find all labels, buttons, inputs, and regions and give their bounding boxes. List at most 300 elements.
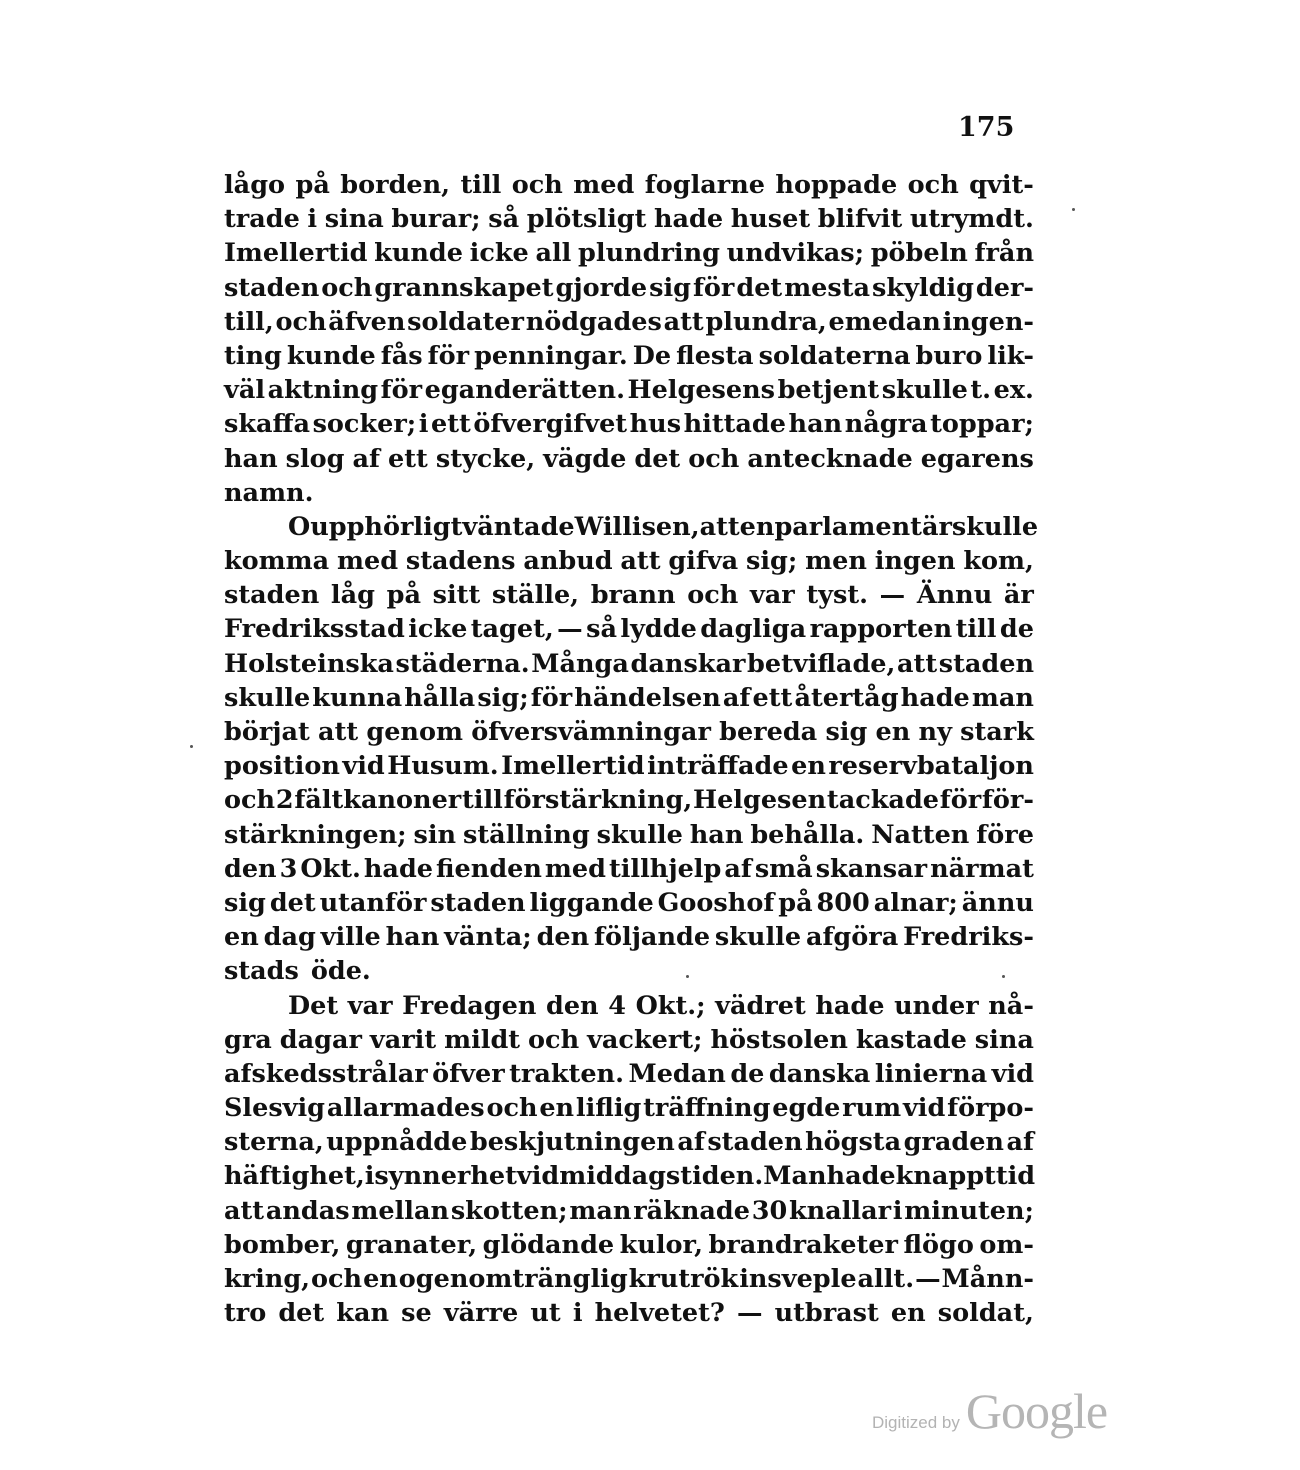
word: plundring (578, 238, 720, 269)
word: staden (707, 1127, 803, 1158)
word: små (754, 853, 813, 884)
word: af (1006, 1127, 1034, 1158)
word: han (788, 409, 843, 440)
word: vädret (715, 990, 806, 1021)
word: men (805, 546, 867, 577)
speck (1072, 208, 1075, 211)
word: plötsligt (526, 204, 647, 235)
word: öfversvämningar (471, 717, 711, 747)
word: soldater (407, 306, 524, 337)
text-line (224, 510, 1039, 544)
word: ting (224, 340, 282, 371)
word: utrymdt. (909, 204, 1034, 235)
word: bereda (719, 717, 818, 747)
word: staden (224, 272, 320, 303)
word: trade (224, 204, 300, 235)
word: afskedsstrålar (224, 1058, 428, 1089)
word: man (971, 682, 1034, 713)
word: taget, (470, 614, 554, 645)
word: sitt (432, 580, 481, 611)
word: om- (979, 1229, 1034, 1260)
word: i (892, 1195, 903, 1226)
word: skulle (714, 922, 802, 953)
word: hittade (683, 409, 786, 440)
word: Man (763, 1161, 827, 1192)
word: anbud (523, 546, 613, 577)
text-line (224, 1023, 1034, 1057)
word: glödande (482, 1229, 615, 1260)
word: de (730, 1058, 765, 1089)
word: trakten. (509, 1058, 624, 1089)
word: kastade (855, 1024, 967, 1055)
word: rapporten (809, 614, 953, 645)
word: alnar; (873, 887, 958, 918)
word: genom (366, 717, 463, 747)
word: några (844, 409, 928, 440)
word: Gooshof (657, 887, 775, 918)
word: insveple (739, 1264, 857, 1294)
word: häftighet, (224, 1161, 365, 1192)
word: räknade (633, 1195, 750, 1226)
word: staden (938, 648, 1034, 679)
word: hoppade (775, 170, 898, 200)
word: 3 (279, 853, 298, 884)
text-line (224, 578, 1034, 612)
text-line (224, 647, 1034, 681)
text-line (224, 373, 1034, 407)
word: Okt.; (635, 990, 706, 1021)
word: soldaterna (758, 340, 911, 371)
text-line (224, 442, 1034, 476)
word: Helgesen (692, 785, 827, 816)
text-line (224, 544, 1034, 578)
word: och (907, 170, 959, 200)
word: vid (342, 751, 385, 782)
word: antecknade (747, 443, 913, 474)
text-line (224, 818, 1034, 852)
word: att (224, 1195, 265, 1226)
word: Okt. (300, 853, 361, 884)
word: allt. (857, 1264, 915, 1294)
word: gifva (668, 546, 739, 577)
word: soldat, (937, 1298, 1034, 1329)
word: foglarne (644, 170, 765, 200)
word: gra (224, 1024, 272, 1055)
word: icke (408, 614, 468, 645)
word: graden (903, 1127, 1004, 1158)
word: en (890, 1298, 926, 1329)
word: isynnerhet (364, 1161, 517, 1192)
word: kunna (312, 682, 403, 713)
word: högsta (805, 1127, 902, 1158)
word: mesta (784, 272, 871, 303)
word: hade (826, 1161, 896, 1192)
word: toppar; (930, 409, 1034, 440)
word: hade (900, 682, 970, 713)
word: stärkningen; (224, 819, 407, 850)
text-line (224, 783, 1034, 817)
word: väntade (462, 511, 575, 542)
word: kan (336, 1298, 390, 1329)
word: kring, (224, 1264, 311, 1294)
word: före (976, 819, 1034, 850)
word: utbrast (774, 1298, 879, 1329)
word: der- (975, 272, 1034, 303)
word: i (418, 409, 429, 440)
word: för (692, 272, 735, 303)
word: på (386, 580, 421, 611)
speck (1002, 975, 1005, 978)
word: all (535, 238, 572, 269)
word: och (311, 1264, 363, 1294)
word: Medan (628, 1058, 726, 1089)
word: mildt (444, 1024, 521, 1055)
google-logo: Google (965, 1383, 1108, 1439)
word: gjorde (555, 272, 648, 303)
word: varit (369, 1024, 437, 1055)
word: allarmades (326, 1093, 485, 1124)
text-line (224, 1057, 1034, 1091)
word: af (352, 443, 381, 474)
word: ställning (463, 819, 590, 850)
word: reservbataljon (828, 751, 1034, 782)
word: ett (752, 682, 793, 713)
word: den (536, 922, 590, 953)
text-line (224, 954, 1034, 988)
word: egarens (920, 443, 1034, 474)
word: brann (590, 580, 676, 611)
word: af (677, 1127, 705, 1158)
word: icke (469, 238, 529, 269)
word: han (385, 922, 440, 953)
word: fältkanoner (294, 785, 462, 816)
word: det (278, 1298, 325, 1329)
word: Husum. (387, 751, 499, 782)
word: — (736, 1298, 763, 1329)
word: tyst. (806, 580, 869, 611)
word: de (999, 614, 1034, 645)
word: Oupphörligt (288, 511, 463, 542)
word: stark (960, 717, 1034, 747)
word: från (974, 238, 1034, 269)
word: förstärkning, (503, 785, 693, 816)
word: i (307, 204, 318, 235)
word: slog (285, 443, 345, 474)
word: för (939, 785, 982, 816)
word: af (722, 682, 751, 713)
word: knallar (788, 1195, 892, 1226)
word: knappt (895, 1161, 996, 1192)
word: tillhjelp (608, 853, 722, 884)
word: skyldig (872, 272, 974, 303)
word: tro (224, 1298, 267, 1329)
word: lågo (224, 170, 286, 200)
word: penningar. (474, 340, 628, 371)
word: vid (516, 1161, 560, 1192)
word: och (688, 443, 740, 474)
text-line (224, 989, 1034, 1023)
word: bomber, (224, 1229, 341, 1260)
word: skaffa (224, 409, 311, 440)
word: vänta; (444, 922, 532, 953)
word: en (791, 751, 826, 782)
word: att (620, 546, 661, 577)
word: för (380, 375, 423, 406)
text-line (224, 305, 1034, 339)
word: Holsteinska (224, 648, 394, 679)
word: Imellertid (224, 238, 368, 269)
page-number: 175 (958, 112, 1015, 143)
word: Fredriks- (903, 922, 1034, 953)
word: fås (380, 340, 423, 371)
word: namn. (224, 477, 314, 508)
word: så (488, 204, 520, 235)
text-line (224, 202, 1034, 236)
word: skulle (881, 375, 968, 406)
text-line (224, 1194, 1034, 1228)
word: emedan (828, 306, 941, 337)
word: inträffade (647, 751, 789, 782)
word: ut (530, 1298, 561, 1329)
word: 30 (751, 1195, 788, 1226)
word: komma (224, 546, 330, 577)
word: och (224, 785, 276, 816)
word: kunde (374, 238, 463, 269)
word: parlamentär (774, 511, 952, 542)
word: ogenomtränglig (398, 1264, 628, 1294)
word: eganderätten. (424, 375, 625, 406)
word: öde. (310, 956, 371, 987)
word: för (427, 340, 470, 371)
word: det (634, 443, 681, 474)
word: — (915, 1264, 941, 1294)
word: äfven (328, 306, 406, 337)
word: De (632, 340, 672, 371)
word: sina (324, 204, 384, 235)
text-line (224, 236, 1034, 270)
word: afgöra (805, 922, 899, 953)
word: händelsen (574, 682, 721, 713)
word: till (461, 785, 503, 816)
word: att (663, 306, 704, 337)
word: sin (413, 819, 457, 850)
word: så (586, 614, 617, 645)
text-line (224, 168, 1034, 202)
word: egde (772, 1093, 841, 1124)
word: ännu (961, 887, 1034, 918)
word: hålla (404, 682, 476, 713)
word: hade (653, 204, 724, 235)
word: betviflade, (747, 648, 896, 679)
word: 2 (275, 785, 294, 816)
word: hade (815, 990, 885, 1021)
word: — (557, 614, 583, 645)
word: värre (443, 1298, 519, 1329)
word: den (546, 990, 599, 1021)
word: var (347, 990, 393, 1021)
word: ingen- (942, 306, 1034, 337)
word: till (460, 170, 502, 200)
word: med (573, 170, 635, 200)
word: vägde (543, 443, 627, 474)
word: 4 (608, 990, 626, 1021)
word: att (318, 717, 359, 747)
word: betjent (777, 375, 880, 406)
word: brandraketer (708, 1229, 898, 1260)
word: han (689, 819, 744, 850)
word: ett (388, 443, 428, 474)
word: Det (288, 990, 339, 1021)
word: vid (991, 1058, 1034, 1089)
word: en (363, 1264, 398, 1294)
word: liggande (529, 887, 654, 918)
word: och (511, 170, 563, 200)
word: ingen (874, 546, 956, 577)
text-line (224, 681, 1034, 715)
word: och (687, 580, 739, 611)
word: under (894, 990, 979, 1021)
word: lik- (987, 340, 1034, 371)
word: tackade (826, 785, 939, 816)
word: för- (981, 785, 1034, 816)
text-line (224, 1125, 1034, 1159)
text-line (224, 1296, 1034, 1330)
word: krutrök (628, 1264, 739, 1294)
speck (190, 745, 193, 748)
word: rum (842, 1093, 902, 1124)
word: och (275, 306, 327, 337)
word: Många (531, 648, 629, 679)
text-line (224, 886, 1034, 920)
word: socker; (312, 409, 417, 440)
word: sig (224, 887, 266, 918)
word: Ännu (916, 580, 993, 611)
word: en (539, 1093, 575, 1124)
text-line (224, 476, 1034, 510)
word: hade (363, 853, 434, 884)
word: sig (649, 272, 691, 303)
word: vackert; (587, 1024, 703, 1055)
word: stycke, (435, 443, 536, 474)
word: att (699, 511, 740, 542)
word: skulle (224, 682, 311, 713)
text-line (224, 407, 1034, 441)
word: det (269, 887, 316, 918)
word: och (321, 272, 373, 303)
text-line (224, 715, 1034, 749)
word: ett (430, 409, 471, 440)
word: en (875, 717, 911, 747)
word: ville (320, 922, 381, 953)
word: flögo (903, 1229, 974, 1260)
word: Slesvig (224, 1093, 326, 1124)
word: ställe, (491, 580, 580, 611)
word: kom, (963, 546, 1034, 577)
word: — (879, 580, 906, 611)
word: flesta (676, 340, 754, 371)
word: öfvergifvet (473, 409, 628, 440)
word: och (486, 1093, 538, 1124)
word: skulle (596, 819, 683, 850)
word: middagstiden. (559, 1161, 764, 1192)
text-line (224, 1091, 1034, 1125)
word: skansar (815, 853, 928, 884)
word: ex. (993, 375, 1034, 406)
word: på (295, 170, 330, 200)
word: Fredriksstad (224, 614, 405, 645)
word: sina (974, 1024, 1034, 1055)
word: dag (263, 922, 316, 953)
word: sig (825, 717, 868, 747)
word: 800 (816, 887, 870, 918)
word: för (530, 682, 573, 713)
text-line (224, 271, 1034, 305)
text-line (224, 339, 1034, 373)
word: se (401, 1298, 432, 1329)
word: stads (224, 956, 299, 987)
word: granater, (345, 1229, 478, 1260)
word: öfver (432, 1058, 505, 1089)
word: sig; (745, 546, 798, 577)
word: beskjutningen (469, 1127, 675, 1158)
word: borden, (340, 170, 451, 200)
word: skulle (951, 511, 1039, 542)
word: återtåg (794, 682, 899, 713)
digitized-by-google-watermark (872, 1382, 1107, 1440)
word: sterna, (224, 1127, 324, 1158)
word: är (1003, 580, 1034, 611)
word: till (955, 614, 997, 645)
word: af (724, 853, 752, 884)
word: börjat (224, 717, 310, 747)
word: mellan (351, 1195, 450, 1226)
text-line (224, 749, 1034, 783)
text-line (224, 1262, 1034, 1296)
word: kulor, (619, 1229, 704, 1260)
word: Fredagen (402, 990, 537, 1021)
text-line (224, 612, 1034, 646)
word: Månn- (941, 1264, 1034, 1294)
word: han (224, 443, 278, 474)
word: Natten (871, 819, 970, 850)
word: var (749, 580, 795, 611)
word: Helgesens (627, 375, 776, 406)
word: en (739, 511, 775, 542)
word: i (572, 1298, 583, 1329)
word: liflig (575, 1093, 642, 1124)
word: lydde (620, 614, 697, 645)
word: tid (995, 1161, 1036, 1192)
word: blifvit (817, 204, 903, 235)
word: uppnådde (326, 1127, 468, 1158)
word: på (778, 887, 813, 918)
text-line (224, 1159, 1034, 1193)
word: danska (768, 1058, 871, 1089)
word: närmat (930, 853, 1034, 884)
word: vid (902, 1093, 946, 1124)
word: förpo- (947, 1093, 1034, 1124)
word: huset (730, 204, 811, 235)
word: fienden (436, 853, 542, 884)
word: höstsolen (710, 1024, 848, 1055)
body-text (224, 168, 1039, 1330)
word: plundra, (705, 306, 827, 337)
word: aktning (267, 375, 379, 406)
word: grannskapet (374, 272, 554, 303)
word: följande (594, 922, 711, 953)
word: dagar (279, 1024, 362, 1055)
word: låg (330, 580, 375, 611)
